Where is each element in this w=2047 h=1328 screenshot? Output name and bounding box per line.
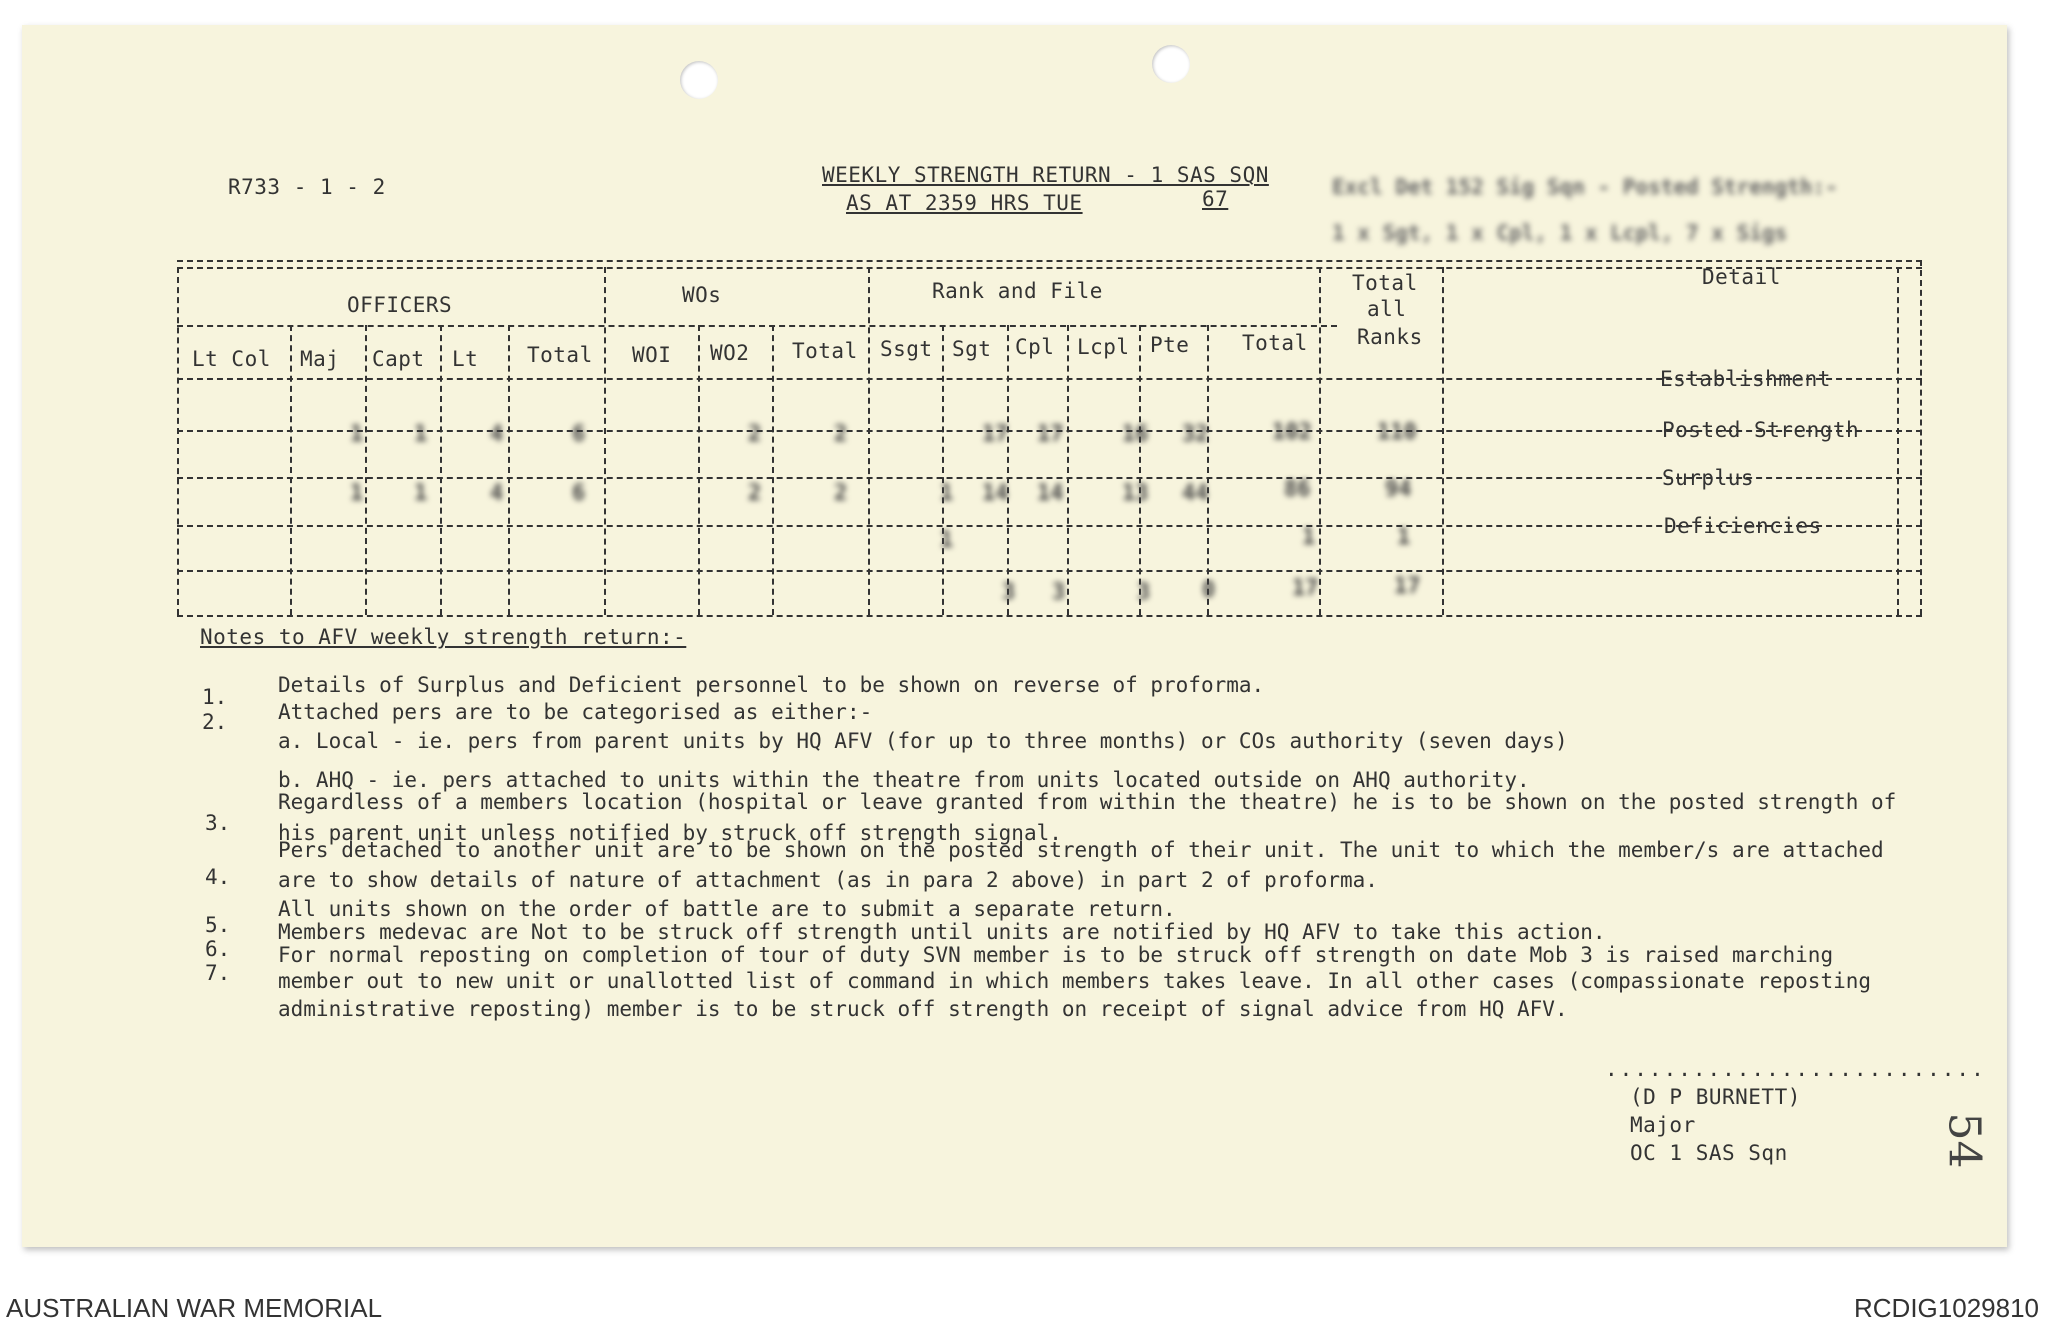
note-text: member out to new unit or unallotted list of command in which members takes leave. In all other cases (compassionate reposting: [278, 969, 1872, 993]
table-cell: 4: [490, 422, 504, 447]
table-cell: 32: [1182, 422, 1209, 447]
punch-hole-left: [680, 61, 718, 99]
table-cell: 110: [1377, 420, 1417, 445]
table-column-rule: [1897, 267, 1899, 615]
table-cell: 1: [940, 481, 954, 506]
header-detail: Detail: [1702, 265, 1781, 289]
row-label-surplus: Surplus: [1662, 466, 1755, 490]
table-column-rule: [698, 325, 700, 615]
column-header: Cpl: [1015, 335, 1055, 359]
table-cell: 17: [1394, 574, 1421, 599]
table-cell: 1: [1302, 525, 1316, 550]
table-rule: [177, 477, 1922, 479]
table-rule: [177, 267, 1922, 269]
table-cell: 14: [982, 481, 1009, 506]
table-cell: 1: [414, 422, 428, 447]
table-cell: 94: [1385, 477, 1412, 502]
column-header: Lt Col: [192, 347, 271, 371]
table-column-rule: [1067, 325, 1069, 615]
note-text: administrative reposting) member is to be struck off strength on receipt of signal advice from HQ AFV.: [278, 997, 1568, 1021]
note-text: Attached pers are to be categorised as either:-: [278, 700, 873, 724]
table-cell: 17: [982, 422, 1009, 447]
note-text: b. AHQ - ie. pers attached to units within the theatre from units located outside on AHQ authority.: [278, 768, 1530, 792]
note-number: 2.: [202, 710, 228, 734]
signatory-name: (D P BURNETT): [1630, 1085, 1801, 1109]
column-header: Total: [1242, 331, 1308, 355]
signature-line: ..........................: [1605, 1057, 1986, 1081]
table-cell: 86: [1284, 477, 1311, 502]
table-column-rule: [1442, 267, 1444, 615]
note-number: 4.: [205, 865, 231, 889]
column-header: Ssgt: [880, 337, 933, 361]
folio-number: 54: [1938, 1112, 1990, 1169]
table-rule: [177, 615, 1922, 617]
column-header: Lcpl: [1077, 335, 1130, 359]
table-cell: 1: [350, 481, 364, 506]
table-column-rule: [508, 325, 510, 615]
table-cell: 1: [940, 528, 954, 553]
table-column-rule: [772, 325, 774, 615]
table-cell: 1: [1397, 525, 1411, 550]
table-column-rule: [868, 267, 870, 615]
stamp-line-1: Excl Det 152 Sig Sqn - Posted Strength:-: [1332, 175, 1838, 199]
table-cell: 2: [748, 422, 762, 447]
table-cell: 3: [1002, 580, 1016, 605]
header-total-all-ranks-3: Ranks: [1357, 325, 1423, 349]
signatory-rank: Major: [1630, 1113, 1696, 1137]
table-column-rule: [1207, 325, 1209, 615]
table-cell: 2: [748, 481, 762, 506]
table-column-rule: [365, 325, 367, 615]
signatory-appointment: OC 1 SAS Sqn: [1630, 1141, 1788, 1165]
column-header: Total: [527, 343, 593, 367]
note-number: 5.: [205, 913, 231, 937]
table-cell: 44: [1182, 481, 1209, 506]
note-number: 1.: [202, 685, 228, 709]
table-column-rule: [1139, 325, 1141, 615]
header-total-all-ranks-1: Total: [1352, 271, 1418, 295]
column-header: Lt: [452, 347, 479, 371]
note-text: All units shown on the order of battle are to submit a separate return.: [278, 897, 1176, 921]
note-text: Regardless of a members location (hospital or leave granted from within the theatre) he is to be shown on the posted strength of: [278, 790, 1897, 814]
note-text: a. Local - ie. pers from parent units by HQ AFV (for up to three months) or COs authority (seven days): [278, 729, 1568, 753]
column-header: Pte: [1150, 333, 1190, 357]
note-text: For normal reposting on completion of tour of duty SVN member is to be struck off strength on date Mob 3 is raised marching: [278, 943, 1834, 967]
column-header: Sgt: [952, 337, 992, 361]
column-header: WOI: [632, 343, 672, 367]
row-label-deficiencies: Deficiencies: [1664, 514, 1822, 538]
table-cell: 4: [490, 481, 504, 506]
row-label-posted-strength: Posted Strength: [1662, 418, 1860, 442]
document-subtitle: AS AT 2359 HRS TUE: [846, 191, 1083, 215]
note-number: 3.: [205, 811, 231, 835]
document-title: WEEKLY STRENGTH RETURN - 1 SAS SQN: [822, 163, 1269, 187]
document-page: [22, 25, 2007, 1247]
table-column-rule: [942, 325, 944, 615]
note-text: are to show details of nature of attachment (as in para 2 above) in part 2 of proforma.: [278, 868, 1378, 892]
stamp-line-2: 1 x Sgt, 1 x Cpl, 1 x Lcpl, 7 x Sigs: [1332, 221, 1788, 245]
header-wos: WOs: [682, 283, 722, 307]
header-total-all-ranks-2: all: [1367, 297, 1407, 321]
note-number: 6.: [205, 937, 231, 961]
column-header: WO2: [710, 341, 750, 365]
note-number: 7.: [205, 961, 231, 985]
table-cell: 3: [1052, 580, 1066, 605]
note-text: his parent unit unless notified by struck off strength signal.: [278, 821, 1062, 845]
table-cell: 17: [1037, 422, 1064, 447]
header-rank-and-file: Rank and File: [932, 279, 1103, 303]
table-cell: 14: [1037, 481, 1064, 506]
punch-hole-right: [1152, 45, 1190, 83]
table-cell: 16: [1122, 422, 1149, 447]
table-cell: 1: [350, 422, 364, 447]
table-column-rule: [604, 267, 606, 615]
table-cell: 17: [1292, 576, 1319, 601]
notes-heading: Notes to AFV weekly strength return:-: [200, 625, 687, 649]
table-cell: 13: [1122, 481, 1149, 506]
archive-credit: AUSTRALIAN WAR MEMORIAL: [6, 1293, 383, 1323]
table-column-rule: [1319, 267, 1321, 615]
table-cell: 2: [834, 422, 848, 447]
table-rule: [177, 570, 1922, 572]
table-column-rule: [290, 325, 292, 615]
table-column-rule: [440, 325, 442, 615]
table-cell: 0: [1202, 578, 1216, 603]
column-header: Total: [792, 339, 858, 363]
table-rule: [177, 325, 1337, 327]
column-header: Capt: [372, 347, 425, 371]
table-cell: 2: [834, 481, 848, 506]
note-text: Details of Surplus and Deficient personnel to be shown on reverse of proforma.: [278, 673, 1265, 697]
table-cell: 6: [572, 422, 586, 447]
archive-id: RCDIG1029810: [1854, 1293, 2039, 1323]
table-column-rule: [1007, 325, 1009, 615]
table-column-rule: [1920, 260, 1922, 615]
table-cell: 3: [1137, 580, 1151, 605]
table-cell: 6: [572, 481, 586, 506]
table-rule: [177, 260, 1922, 262]
table-cell: 102: [1272, 420, 1312, 445]
note-text: Pers detached to another unit are to be shown on the posted strength of their unit. The unit to which the member/s are attached: [278, 838, 1884, 862]
row-label-establishment: Establishment: [1660, 367, 1831, 391]
table-cell: 1: [414, 481, 428, 506]
table-rule: [177, 525, 1922, 527]
document-reference: R733 - 1 - 2: [228, 175, 386, 199]
document-date: 67: [1202, 187, 1229, 211]
note-text: Members medevac are Not to be struck off strength until units are notified by HQ AFV to take this action.: [278, 920, 1606, 944]
column-header: Maj: [300, 347, 340, 371]
header-officers: OFFICERS: [347, 293, 453, 317]
table-column-rule: [177, 267, 179, 615]
